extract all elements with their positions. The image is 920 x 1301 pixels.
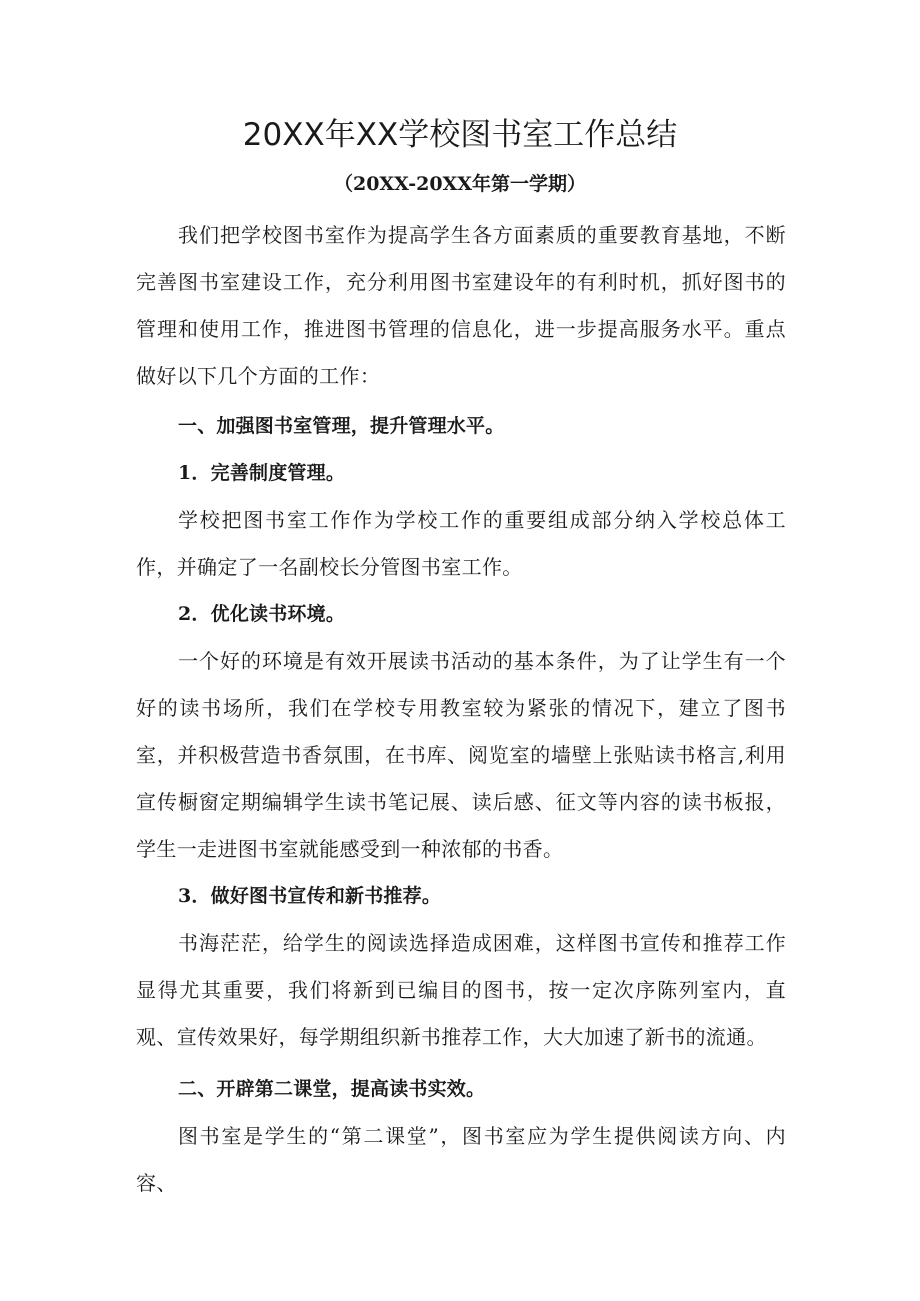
document-body xyxy=(136,212,786,1207)
section-heading-2: 二、开辟第二课堂，提高读书实效。 xyxy=(178,1078,486,1100)
body-paragraph: 图书室是学生的“第二课堂”，图书室应为学生提供阅读方向、内容、 xyxy=(136,1124,786,1195)
body-paragraph: 学校把图书室工作作为学校工作的重要组成部分纳入学校总体工作，并确定了一名副校长分管图书室工作。 xyxy=(136,508,786,579)
subsection-heading-1: 1．完善制度管理。 xyxy=(178,462,346,484)
subsection-heading-2: 2．优化读书环境。 xyxy=(178,603,346,625)
body-paragraph: 一个好的环境是有效开展读书活动的基本条件，为了让学生有一个好的读书场所，我们在学校专用教室较为紧张的情况下，建立了图书室，并积极营造书香氛围，在书库、阅览室的墙壁上张贴读书格言,利用宣传橱窗定期编辑学生读书笔记展、读后感、征文等内容的读书板报，学生一走进图书室就能感受到一种浓郁的书香。 xyxy=(136,649,786,861)
document-subtitle: （20XX-20XX年第一学期） xyxy=(333,173,587,195)
section-heading-1: 一、加强图书室管理，提升管理水平。 xyxy=(178,415,505,437)
body-paragraph: 书海茫茫，给学生的阅读选择造成困难，这样图书宣传和推荐工作显得尤其重要，我们将新到已编目的图书，按一定次序陈列室内，直观、宣传效果好，每学期组织新书推荐工作，大大加速了新书的流通。 xyxy=(136,931,786,1049)
intro-paragraph: 我们把学校图书室作为提高学生各方面素质的重要教育基地，不断完善图书室建设工作，充分利用图书室建设年的有利时机，抓好图书的管理和使用工作，推进图书管理的信息化，进一步提高服务水平。重点做好以下几个方面的工作： xyxy=(136,223,786,388)
subsection-heading-3: 3．做好图书宣传和新书推荐。 xyxy=(178,885,442,907)
document-title: 20XX年XX学校图书室工作总结 xyxy=(242,117,678,153)
